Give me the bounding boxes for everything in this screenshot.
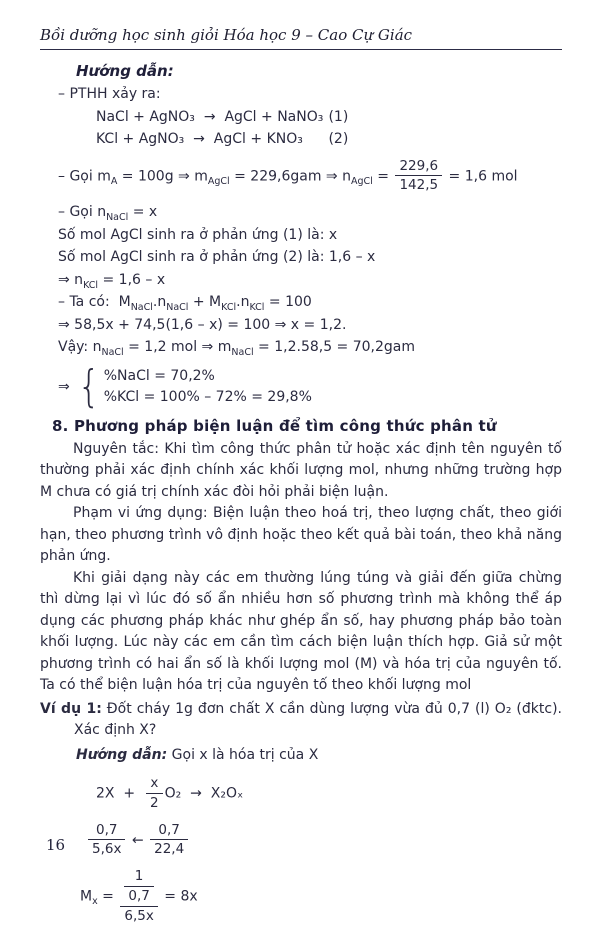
example-1: [40, 699, 562, 742]
text-run: – Ta có: M: [58, 294, 131, 311]
example-1-label: Ví dụ 1:: [40, 700, 102, 717]
text-run: = 1,2 mol ⇒ m: [123, 339, 232, 356]
subscript-nacl: NaCl: [101, 347, 124, 359]
fraction-numerator: x: [146, 775, 163, 794]
line-vay: [58, 336, 562, 359]
text-run: ⇒ n: [58, 271, 84, 288]
equation-2-body: KCl + AgNO₃ → AgCl + KNO₃: [96, 131, 303, 147]
line-ta-co: [58, 291, 562, 314]
text-run: = 1,2.58,5 = 70,2gam: [253, 339, 416, 356]
implies-arrow: ⇒: [58, 379, 70, 396]
nested-fraction-numerator: [120, 868, 157, 907]
subscript-nacl: NaCl: [231, 347, 254, 359]
solution-2-heading-line: [76, 744, 562, 766]
text-run: =: [97, 888, 119, 905]
fraction-numerator: 1: [124, 868, 153, 887]
text-run: .n: [152, 294, 167, 311]
fraction-numerator: 0,7: [88, 822, 125, 841]
text-run: = 100g ⇒ m: [117, 167, 208, 184]
subscript-kcl: KCl: [221, 302, 237, 314]
fraction-numerator: 229,6: [395, 158, 442, 177]
text-run: Vậy: n: [58, 339, 102, 356]
running-header: [40, 26, 562, 44]
header-rule: [40, 49, 562, 50]
text-run: = 1,6 mol: [444, 167, 518, 184]
solution-2-heading: Hướng dẫn:: [76, 746, 168, 763]
text-run: + M: [188, 294, 222, 311]
paragraph-nguyen-tac: Nguyên tắc: Khi tìm công thức phân tử hoặc xác định tên nguyên tố thường phải xác định chính xác khối lượng mol, nhưng những trường hợp M chưa có giá trị chính xác đòi hỏi phải biện luận.: [40, 440, 562, 500]
x2ox-formula: X₂Oₓ: [210, 785, 244, 802]
combustion-equation: [96, 775, 562, 812]
text-run: =: [372, 167, 394, 184]
text-run: 2X +: [96, 785, 145, 802]
text-run: .n: [236, 294, 250, 311]
subscript-kcl: KCl: [249, 302, 265, 314]
subscript-nacl: NaCl: [130, 302, 153, 314]
system-line-kcl: %KCl = 100% – 72% = 29,8%: [103, 389, 312, 406]
subscript-x: x: [92, 896, 98, 908]
equation-1-number: (1): [328, 108, 349, 125]
percent-system: [58, 361, 562, 413]
subscript-kcl: KCl: [83, 279, 99, 291]
text-run: – Gọi n: [58, 204, 107, 221]
pthh-intro: – PTHH xảy ra:: [58, 86, 161, 102]
line-somol-2: Số mol AgCl sinh ra ở phản ứng (2) là: 1,6 – x: [58, 249, 376, 266]
nested-fraction-denominator: 6,5x: [124, 908, 154, 924]
fraction-x-over-2: [146, 775, 163, 812]
equation-1-body: NaCl + AgNO₃ → AgCl + NaNO₃: [96, 108, 324, 125]
fraction-numerator: 0,7: [150, 822, 188, 841]
line-n-kcl: [58, 269, 562, 292]
subscript-A: A: [110, 175, 118, 187]
fraction-n-agcl: [395, 158, 442, 195]
fraction-denominator: 22,4: [154, 841, 185, 858]
paragraph-pham-vi: Phạm vi ứng dụng: Biện luận theo hoá trị, theo lượng chất, theo giới hạn, theo phương trình vô định hoặc theo kết quả bài toán, theo khả năng phản ứng.: [40, 505, 562, 565]
nested-fraction: [120, 868, 157, 925]
text-run: = 8x: [159, 888, 198, 905]
system-line-nacl: %NaCl = 70,2%: [103, 367, 215, 384]
text-run: = 1,6 – x: [98, 271, 166, 288]
fraction-denominator: 2: [150, 794, 159, 811]
chemical-equation-2: [96, 128, 562, 151]
text-run: = 229,6gam ⇒ n: [229, 167, 351, 184]
reaction-arrow: →: [181, 785, 211, 802]
molar-mass-row: [80, 868, 562, 925]
left-arrow: ←: [127, 831, 149, 848]
equation-2-number: (2): [328, 131, 349, 147]
subscript-agcl: AgCl: [207, 175, 230, 187]
solution-2-text: Gọi x là hóa trị của X: [167, 746, 319, 763]
subscript-nacl: NaCl: [166, 302, 189, 314]
system-lines: [104, 366, 312, 409]
fraction-nx: [88, 822, 125, 859]
left-brace: {: [77, 361, 100, 413]
line-goi-m: [58, 156, 562, 197]
subscript-agcl: AgCl: [351, 175, 373, 187]
text-run: = 100: [264, 294, 312, 311]
inner-fraction: [124, 868, 153, 905]
page-number: 16: [46, 836, 66, 854]
fraction-denominator: 0,7: [128, 888, 150, 905]
line-suy-ra-x: ⇒ 58,5x + 74,5(1,6 – x) = 100 ⇒ x = 1,2.: [58, 316, 347, 333]
text-run: – Gọi m: [58, 167, 111, 184]
paragraph-khi-giai: Khi giải dạng này các em thường lúng túng và giải đến giữa chừng thì dừng lại vì lúc đó số ẩn nhiều hơn số phương trình mà không thể áp dụng các phương pháp khác như ghép ẩn số, hay phương pháp bảo toàn khối lượng. Lúc này các em cần tìm cách biện luận thích hợp. Giả sử một phương trình có hai ẩn số là khối lượng mol (M) và hóa trị của nguyên tố. Ta có thể biện luận hóa trị của nguyên tố theo khối lượng mol: [40, 569, 562, 694]
fraction-denominator: 5,6x: [92, 841, 122, 858]
line-somol-1: Số mol AgCl sinh ra ở phản ứng (1) là: x: [58, 226, 338, 243]
example-1-text: Đốt cháy 1g đơn chất X cần dùng lượng vừa đủ 0,7 (l) O₂ (đktc). Xác định X?: [74, 700, 562, 739]
section-8-heading: 8. Phương pháp biện luận để tìm công thức phân tử: [52, 416, 497, 435]
running-header-title: Bồi dưỡng học sinh giỏi Hóa học 9 – Cao Cự Giác: [40, 26, 413, 44]
text-run: = x: [128, 204, 158, 221]
line-goi-n: [58, 201, 562, 224]
solution-heading: Hướng dẫn:: [76, 62, 174, 80]
text-run: M: [80, 888, 93, 905]
subscript-nacl: NaCl: [106, 212, 129, 224]
fraction-no2: [150, 822, 188, 859]
chemical-equation-1: [96, 106, 562, 129]
mole-ratio-row: [86, 822, 562, 859]
o2-formula: O₂: [164, 785, 182, 802]
fraction-denominator: 142,5: [399, 177, 439, 194]
